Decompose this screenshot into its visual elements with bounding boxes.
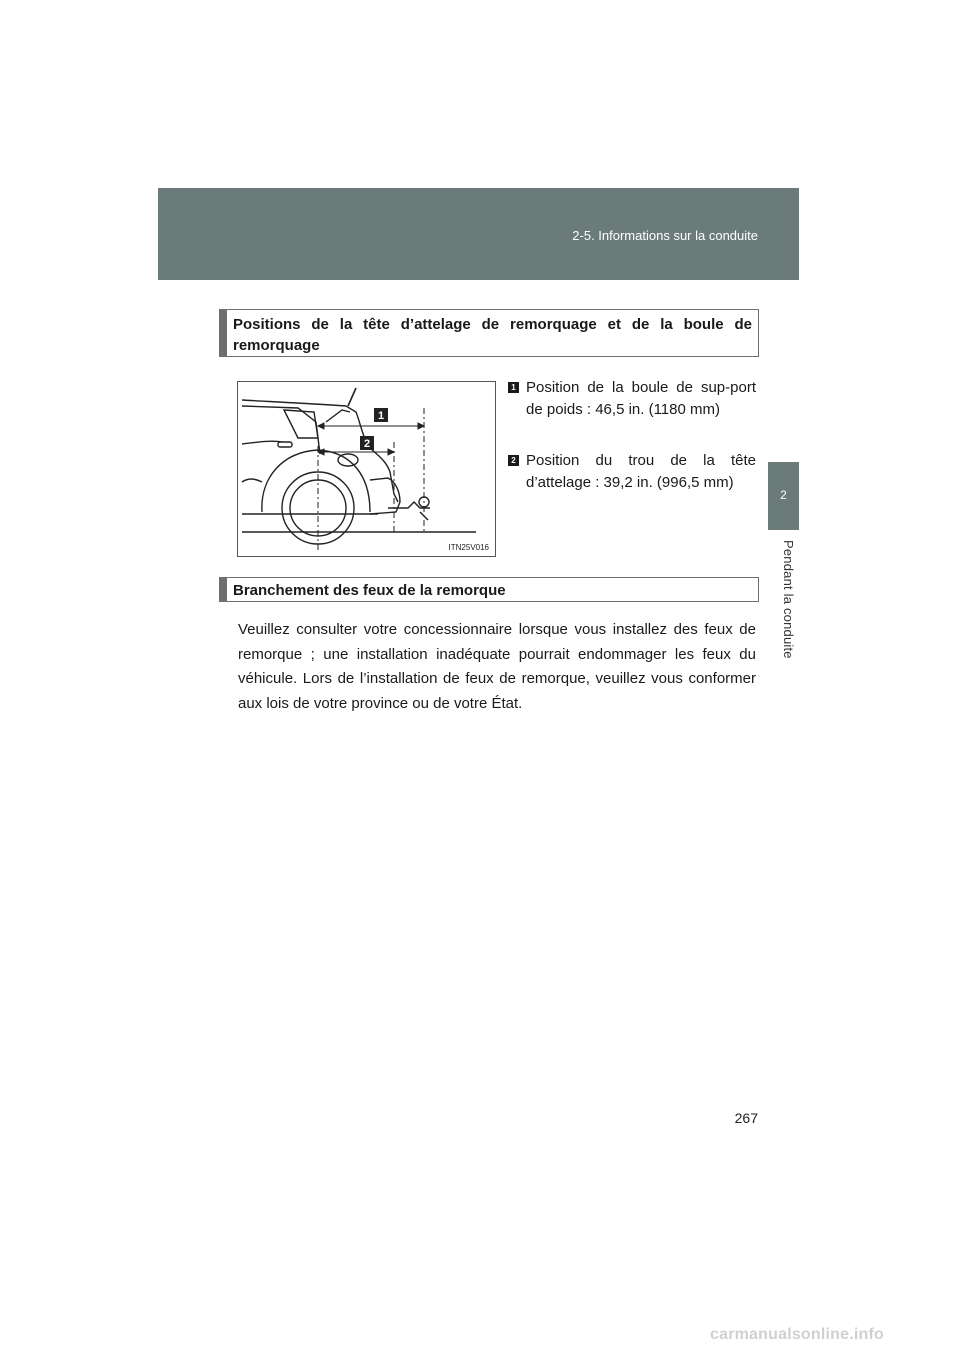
section-heading-hitch-positions: Positions de la tête d’attelage de remorquage et de la boule de remorquage — [219, 309, 759, 357]
trailer-lights-paragraph: Veuillez consulter votre concessionnaire lorsque vous installez des feux de remorque ; une installation inadéquate pourrait endommager les feux du véhicule. Lors de l’installation de feux de remorque, veuillez vous conformer aux lois de votre province ou de votre État. — [238, 621, 756, 712]
vehicle-rear-illustration — [238, 382, 497, 558]
legend-badge-1: 1 — [508, 382, 519, 393]
hitch-position-figure — [237, 381, 496, 557]
callout-2-badge — [360, 436, 374, 450]
section-heading-trailer-lights: Branchement des feux de la remorque — [219, 577, 759, 602]
header-band — [158, 188, 799, 280]
chapter-number: 2 — [780, 488, 787, 502]
chapter-tab — [768, 462, 799, 530]
legend-text-1: Position de la boule de sup-port de poids : 46,5 in. (1180 mm) — [526, 379, 756, 418]
page-number: 267 — [734, 1110, 758, 1126]
chapter-label: Pendant la conduite — [781, 540, 796, 659]
watermark-link[interactable]: carmanualsonline.info — [710, 1326, 885, 1343]
callout-1-label: 1 — [377, 410, 385, 422]
callout-2-label: 2 — [363, 438, 371, 450]
figure-code: ITN25V016 — [448, 543, 489, 552]
section-title: 2-5. Informations sur la conduite — [572, 228, 758, 243]
legend-text-2: Position du trou de la tête d’attelage : 39,2 in. (996,5 mm) — [526, 452, 756, 491]
callout-1-badge — [374, 408, 388, 422]
legend-badge-2: 2 — [508, 455, 519, 466]
